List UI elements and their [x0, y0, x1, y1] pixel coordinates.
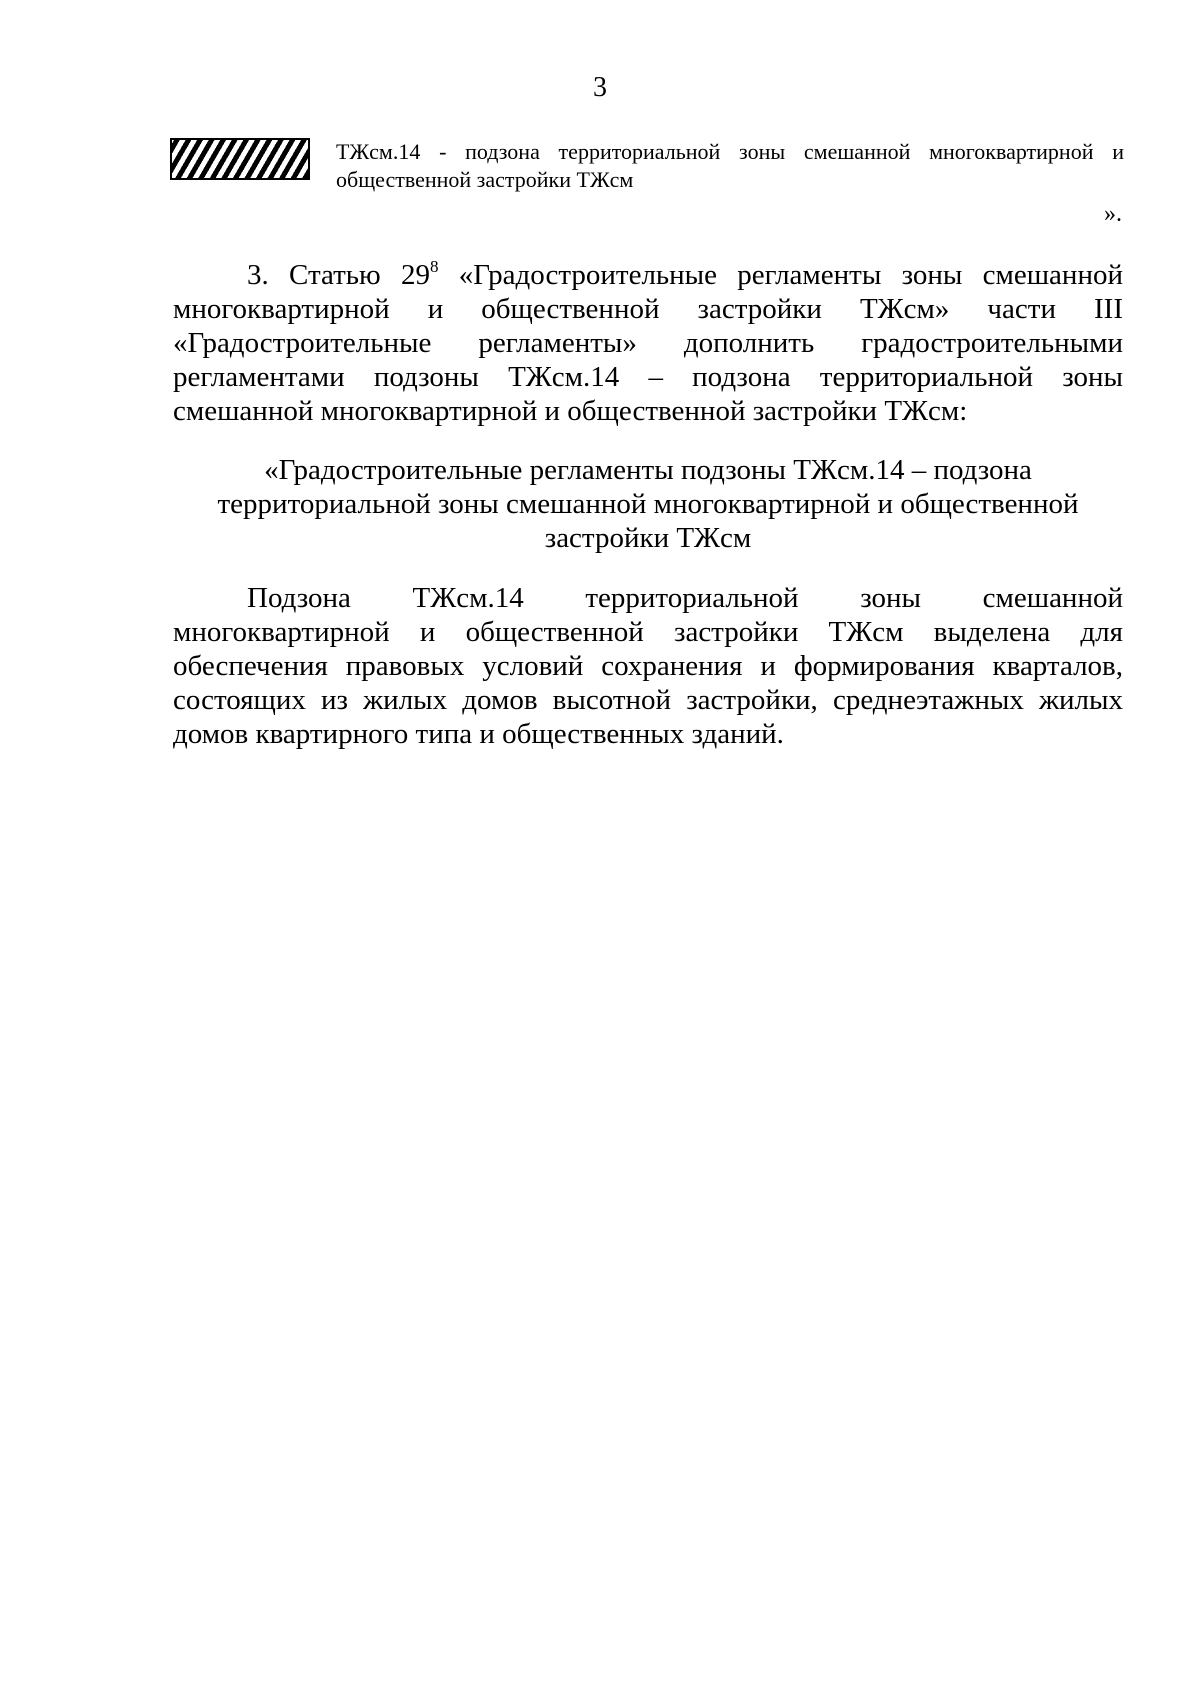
- section-heading: [170, 453, 1126, 555]
- paragraph-subzone-description: Подзона ТЖсм.14 территориальной зоны смешанной многоквартирной и общественной застройки ТЖсм выделена для обеспечения правовых условий сохранения и формирования кварталов, состоящих из жилых домов высотной застройки, среднеэтажных жилых домов квартирного типа и общественных зданий.: [173, 582, 1123, 750]
- page-number: 3: [593, 72, 607, 103]
- heading-line-3: застройки ТЖсм: [544, 522, 752, 554]
- hatched-legend-swatch-icon: [170, 138, 310, 180]
- paragraph-amendment-body: «Градостроительные регламенты зоны смешанной многоквартирной и общественной застройки ТЖсм» части III «Градостроительные регламенты» дополнить градостроительными регламентами подзоны ТЖсм.14 – подзона территориальной зоны смешанной многоквартирной и общественной застройки ТЖсм:: [173, 259, 1123, 427]
- legend-text: ТЖсм.14 - подзона территориальной зоны смешанной многоквартирной и общественной застройки ТЖсм: [336, 139, 1124, 192]
- closing-quote: ».: [1104, 201, 1122, 227]
- heading-line-1: «Градостроительные регламенты подзоны ТЖсм.14 – подзона: [264, 454, 1032, 486]
- paragraph-amendment: [173, 258, 1123, 428]
- heading-line-2: территориальной зоны смешанной многоквартирной и общественной: [217, 488, 1079, 520]
- article-superscript: 8: [429, 257, 439, 276]
- paragraph-amendment-prefix: 3. Статью 29: [247, 259, 430, 291]
